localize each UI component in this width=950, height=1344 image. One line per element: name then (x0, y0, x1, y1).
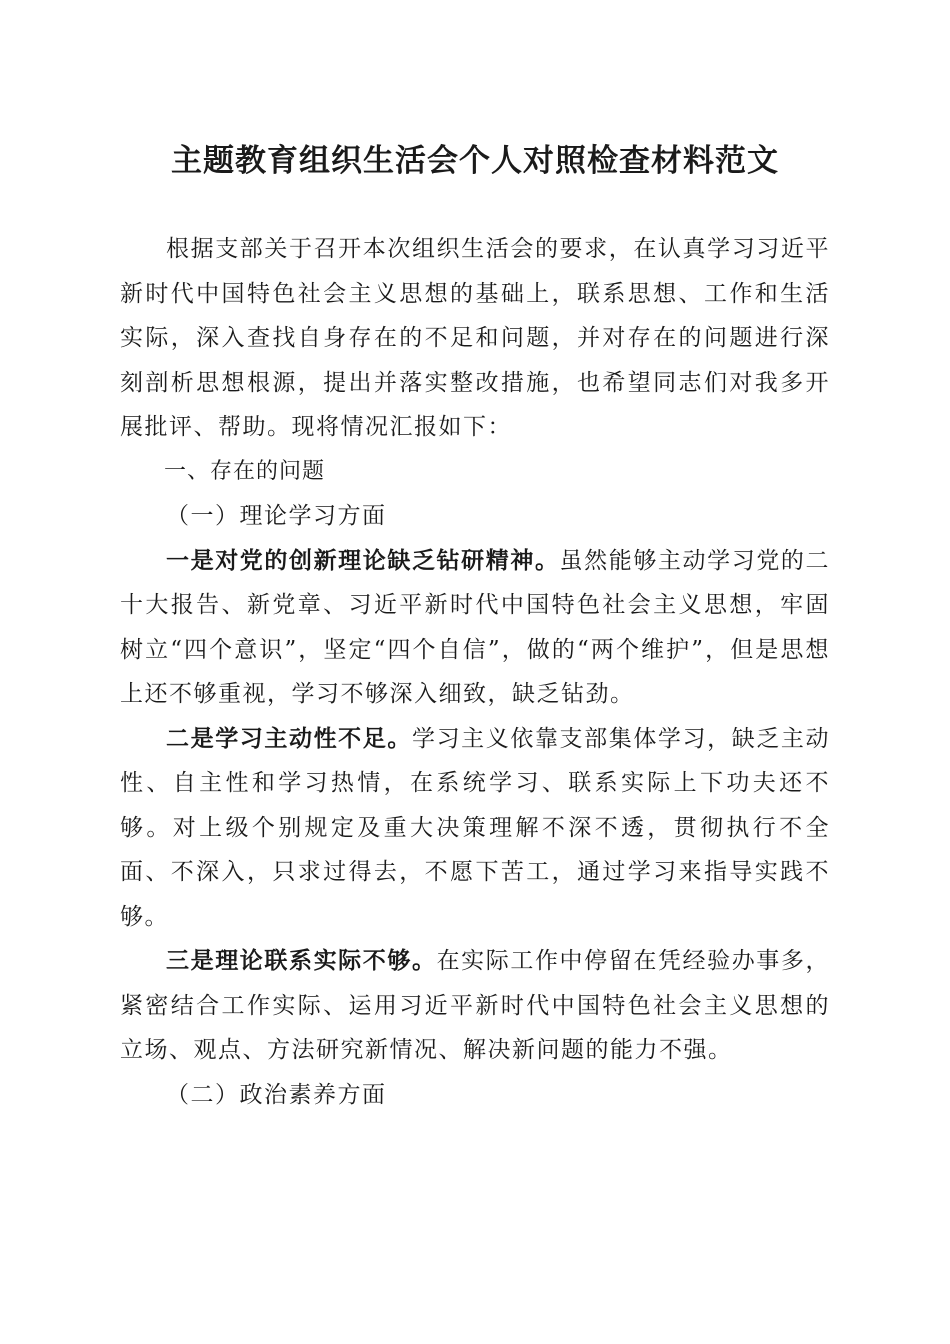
document-title: 主题教育组织生活会个人对照检查材料范文 (171, 143, 779, 179)
paragraph-lead: 二是学习主动性不足。 (166, 724, 412, 752)
intro-paragraph: 根据支部关于召开本次组织生活会的要求，在认真学习习近平新时代中国特色社会主义思想的基础上，联系思想、工作和生活实际，深入查找自身存在的不足和问题，并对存在的问题进行深刻剖析思想根源，提出并落实整改措施，也希望同志们对我多开展批评、帮助。现将情况汇报如下： (120, 236, 830, 440)
section-heading: 一、存在的问题 (164, 458, 326, 484)
subsection-heading: （一）理论学习方面 (166, 503, 387, 529)
paragraph-lead: 一是对党的创新理论缺乏钻研精神。 (166, 546, 560, 574)
paragraph-lead: 三是理论联系实际不够。 (166, 947, 437, 974)
document-body (120, 227, 830, 1117)
paragraph-text: 在实际工作中停留在凭经验办事多，紧密结合工作实际、运用习近平新时代中国特色社会主义思想的立场、观点、方法研究新情况、解决新问题的能力不强。 (120, 948, 831, 1063)
problem-paragraph (120, 717, 830, 940)
paragraph-text: 虽然能够主动学习党的二十大报告、新党章、习近平新时代中国特色社会主义思想，牢固树立“四个意识”，坚定“四个自信”，做的“两个维护”，但是思想上还不够重视，学习不够深入细致，缺乏钻劲。 (120, 547, 831, 707)
problem-paragraph (120, 539, 830, 717)
subsection-heading: （二）政治素养方面 (166, 1081, 387, 1108)
problem-paragraph (120, 939, 830, 1073)
paragraph-text: 学习主义依靠支部集体学习，缺乏主动性、自主性和学习热情，在系统学习、联系实际上下功夫还不够。对上级个别规定及重大决策理解不深不透，贯彻执行不全面、不深入，只求过得去，不愿下苦工，通过学习来指导实践不够。 (120, 725, 831, 930)
